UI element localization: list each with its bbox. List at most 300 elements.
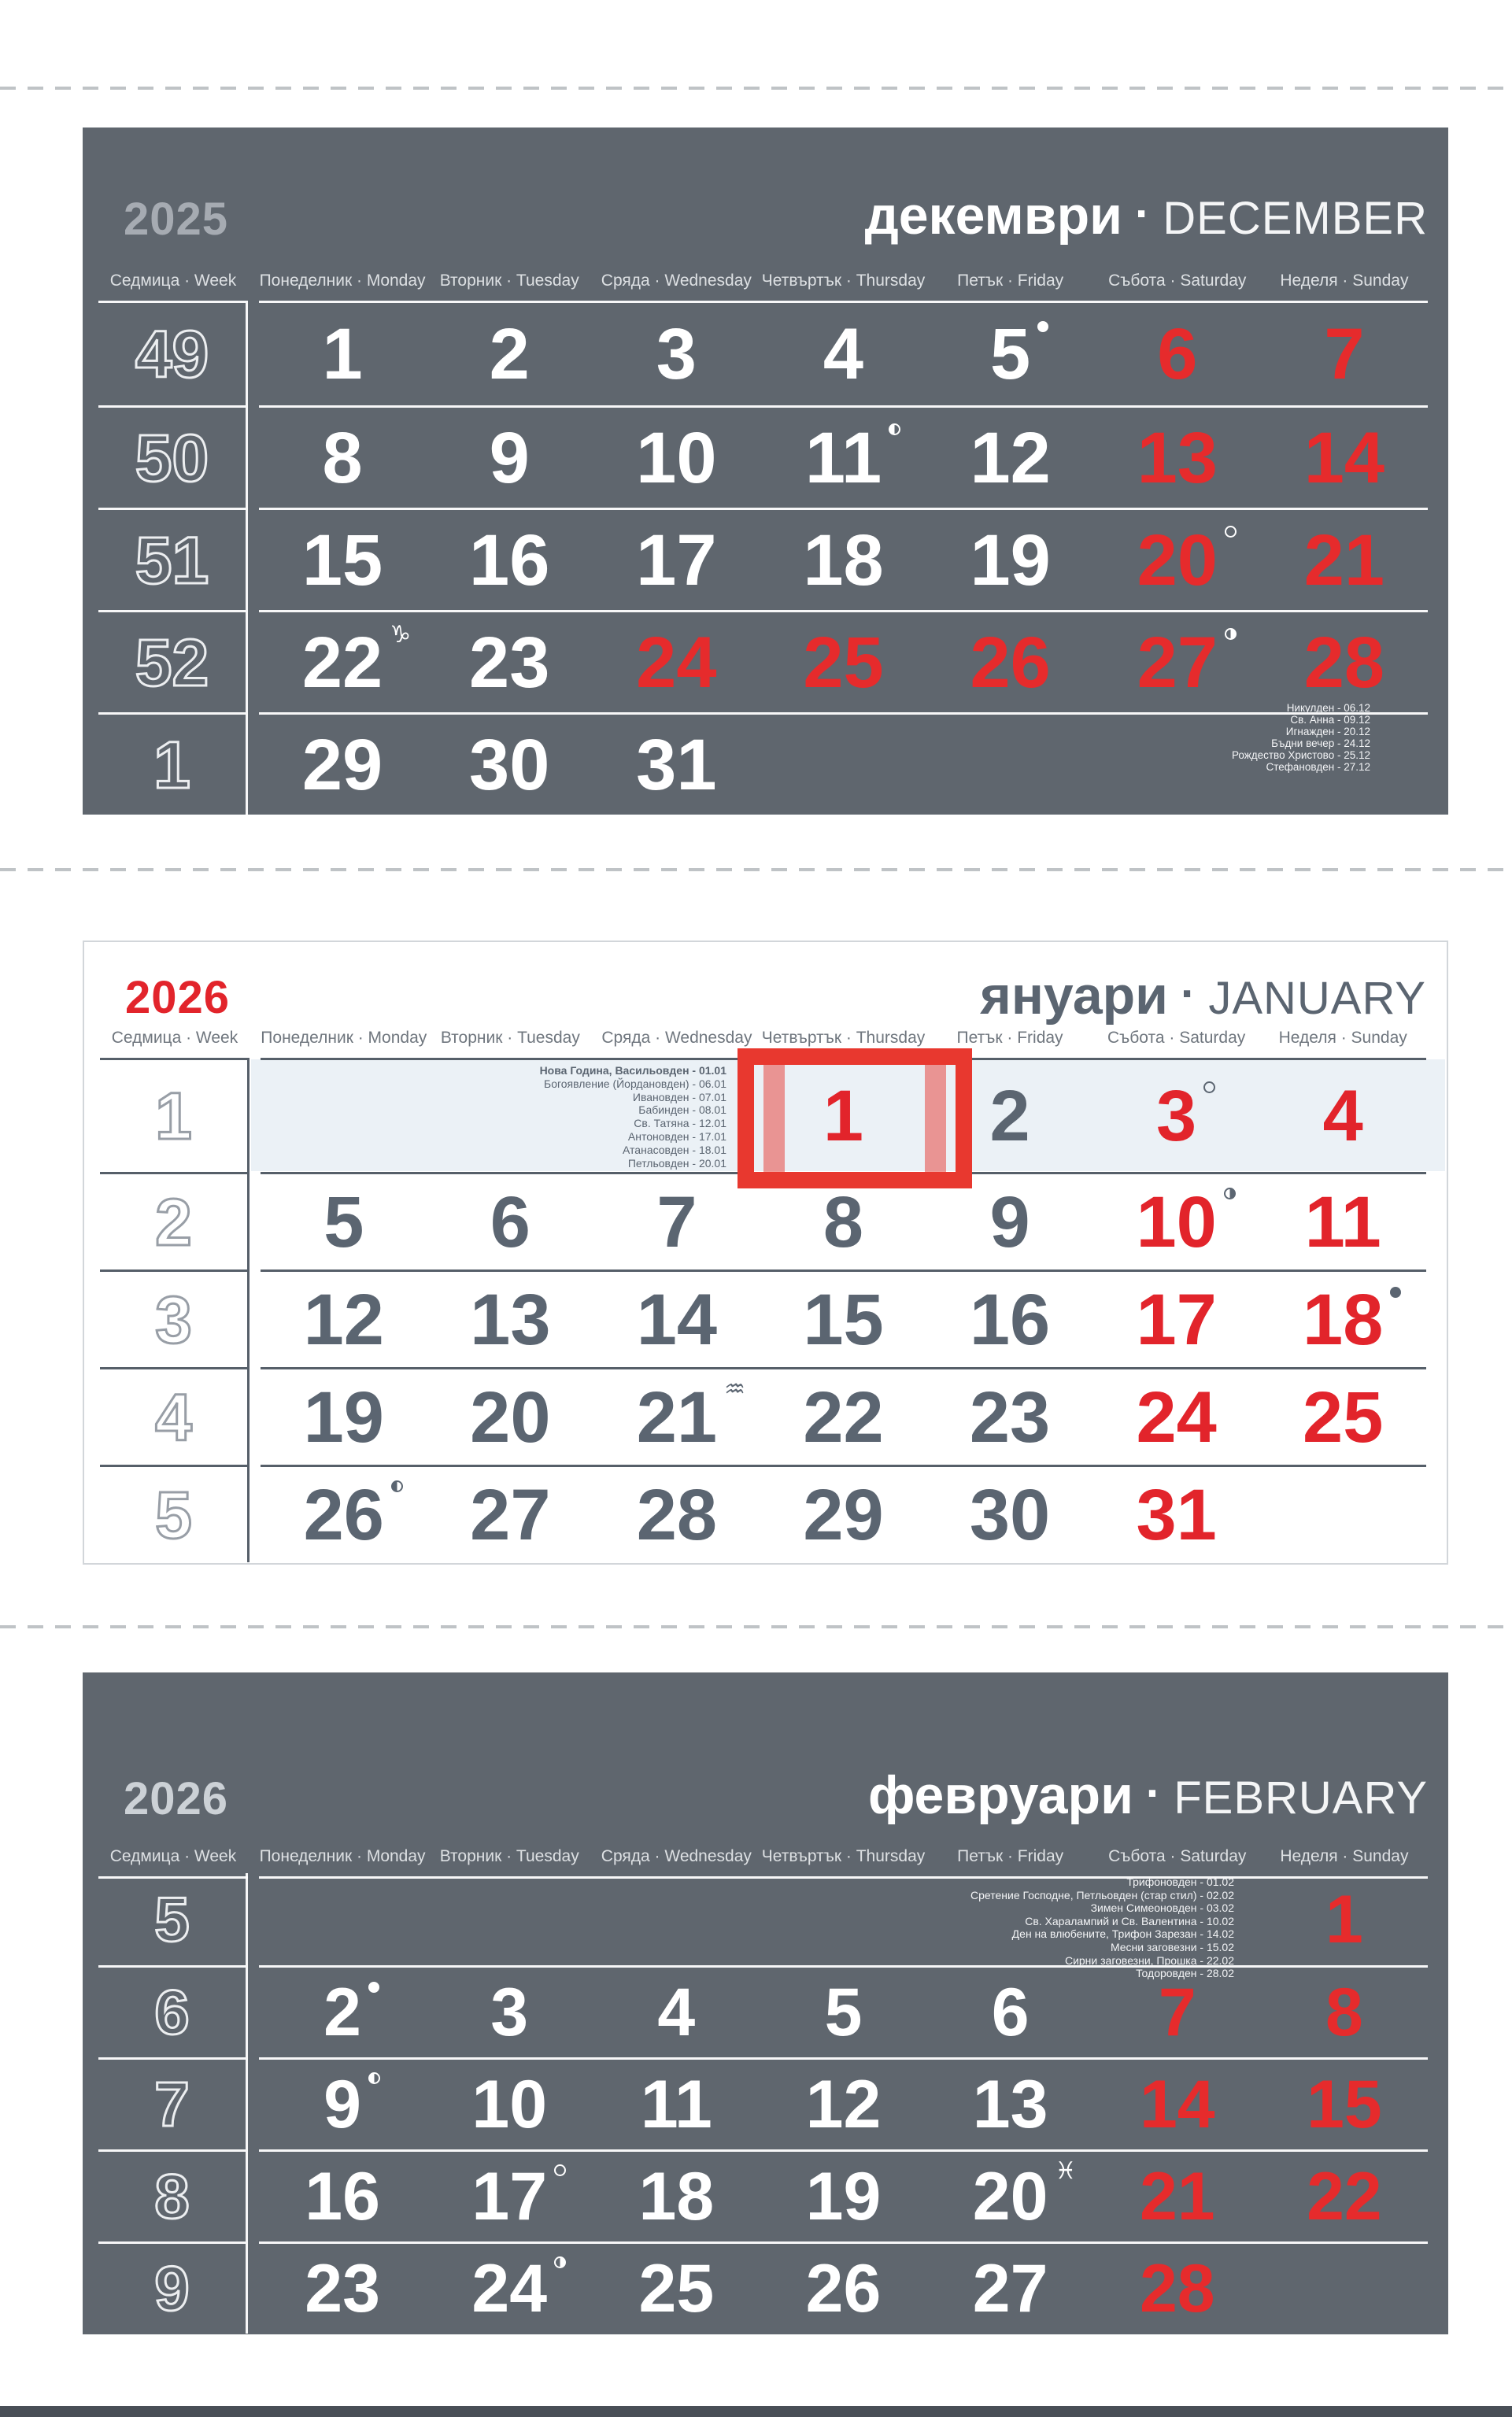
day-number: 12 <box>303 1279 384 1360</box>
cut-line-top <box>0 87 1512 90</box>
calendar-panel-january <box>83 941 1448 1565</box>
day-cells <box>259 508 1428 610</box>
day-cell <box>1261 510 1428 610</box>
day-number: 4 <box>823 314 864 394</box>
day-cell-empty <box>593 1873 760 1965</box>
day-number: 17 <box>471 2163 547 2230</box>
month-name-bulgarian: февруари <box>867 1765 1133 1825</box>
month-name-english: JANUARY <box>1208 973 1426 1024</box>
day-cell <box>926 1467 1093 1562</box>
day-header: Понеделник · Monday <box>261 1029 427 1047</box>
day-number: 30 <box>469 724 550 805</box>
day-number: 2 <box>489 314 530 394</box>
day-cell <box>927 408 1094 508</box>
day-cell <box>593 2152 760 2241</box>
zodiac-capricorn-icon: ♑ <box>390 620 412 649</box>
week-row <box>98 2057 1428 2149</box>
day-number: 9 <box>989 1181 1030 1262</box>
week-number: 5 <box>154 1883 190 1954</box>
day-number: 26 <box>970 622 1051 703</box>
day-header: Неделя · Sunday <box>1278 1029 1407 1047</box>
day-cell <box>760 1968 926 2057</box>
day-cell <box>926 1174 1093 1269</box>
holiday-list <box>970 1876 1234 1980</box>
day-number: 19 <box>805 2159 882 2234</box>
slider-stripe-left <box>763 1065 785 1172</box>
day-header: Понеделник · Monday <box>259 272 426 290</box>
day-number: 13 <box>470 1279 551 1360</box>
day-cell <box>927 510 1094 610</box>
weeks-grid <box>98 303 1428 815</box>
header-gap <box>248 272 259 303</box>
day-cell <box>593 408 760 508</box>
day-number: 27 <box>972 2251 1048 2326</box>
day-number: 27 <box>470 1474 551 1555</box>
day-cell <box>760 612 926 712</box>
holiday-entry: Тодоровден - 28.02 <box>1136 1967 1234 1980</box>
day-cell <box>1094 2060 1261 2149</box>
day-number: 14 <box>636 1279 718 1360</box>
week-row <box>98 405 1428 508</box>
day-number: 5 <box>990 318 1030 390</box>
holiday-entry: Богоявление (Йордановден) - 06.01 <box>544 1077 726 1090</box>
day-number: 10 <box>636 417 717 498</box>
day-cell <box>259 2152 426 2241</box>
day-cell <box>261 1467 427 1562</box>
cut-line-middle-2 <box>0 1625 1512 1628</box>
day-number: 8 <box>823 1181 864 1262</box>
day-number: 18 <box>1303 1284 1383 1356</box>
moon-phase-half-left-icon <box>368 2072 380 2084</box>
day-number: 1 <box>1325 1881 1363 1957</box>
day-cell <box>593 510 760 610</box>
day-header: Сряда · Wednesday <box>601 1029 752 1047</box>
day-cells <box>259 1965 1428 2057</box>
day-cells <box>261 1367 1426 1465</box>
week-row <box>100 1465 1426 1562</box>
day-number: 16 <box>305 2159 380 2234</box>
day-cell <box>1093 1369 1260 1465</box>
week-number-cell <box>98 2241 248 2334</box>
day-cell <box>760 510 926 610</box>
day-cell <box>1094 510 1261 610</box>
week-number-cell <box>100 1367 250 1465</box>
day-cell-empty <box>261 1060 427 1172</box>
day-number: 11 <box>640 2067 712 2142</box>
moon-phase-half-right-icon <box>554 2256 566 2268</box>
panel-month-title <box>980 966 1426 1026</box>
day-header: Събота · Saturday <box>1108 272 1247 290</box>
day-number: 3 <box>490 1975 529 2050</box>
day-cell <box>593 303 760 405</box>
day-number: 11 <box>805 422 882 494</box>
day-cell <box>426 510 593 610</box>
day-number: 24 <box>471 2255 547 2323</box>
day-header: Четвъртък · Thursday <box>761 272 926 290</box>
day-number: 6 <box>490 1181 530 1262</box>
week-column-header: Седмица · Week <box>98 272 248 303</box>
day-cell <box>1093 1174 1260 1269</box>
day-cell <box>926 1369 1093 1465</box>
week-number: 3 <box>155 1282 192 1357</box>
day-header: Петък · Friday <box>956 1029 1063 1047</box>
day-number: 20 ♓ <box>972 2157 1077 2234</box>
week-number: 2 <box>155 1184 192 1259</box>
day-number: 22 ♑ <box>301 620 412 703</box>
day-cell <box>1259 1369 1426 1465</box>
day-header: Сряда · Wednesday <box>601 1847 752 1865</box>
day-cells <box>259 2241 1428 2334</box>
week-number-cell <box>98 610 248 712</box>
day-number: 23 <box>305 2251 380 2326</box>
day-number: 21 <box>1139 2159 1215 2234</box>
day-number: 23 <box>469 622 550 703</box>
week-number-cell <box>98 1965 248 2057</box>
day-number: 17 <box>636 519 717 601</box>
day-cells <box>259 303 1428 405</box>
day-number: 7 <box>656 1181 697 1262</box>
day-cell <box>760 2244 926 2334</box>
week-number: 1 <box>155 1079 192 1153</box>
holiday-entry: Стефановден - 27.12 <box>1266 761 1370 773</box>
week-number-cell <box>100 1172 250 1269</box>
day-number: 5 <box>323 1181 364 1262</box>
holiday-entry: Св. Харалампий и Св. Валентина - 10.02 <box>1025 1914 1234 1927</box>
week-number: 6 <box>154 1977 190 2047</box>
day-cell <box>593 715 760 815</box>
day-header: Четвъртък · Thursday <box>761 1029 926 1047</box>
week-number: 49 <box>135 317 209 391</box>
week-number: 9 <box>154 2253 190 2323</box>
day-cell <box>1261 1968 1428 2057</box>
moon-phase-dot-icon <box>1390 1287 1401 1298</box>
moon-phase-dot-icon <box>368 1982 379 1993</box>
day-number: 29 <box>803 1474 884 1555</box>
day-cell <box>1094 303 1261 405</box>
day-number: 28 <box>1139 2251 1215 2326</box>
day-cell <box>427 1369 594 1465</box>
day-cell <box>426 2060 593 2149</box>
week-number: 51 <box>135 523 209 597</box>
day-number: 21 <box>1303 519 1385 601</box>
day-number: 19 <box>970 519 1051 601</box>
calendar-panel-february <box>83 1672 1448 2334</box>
day-cell <box>760 303 926 405</box>
day-number: 30 <box>969 1474 1051 1555</box>
day-cell <box>593 1369 760 1465</box>
day-number: 28 <box>1303 622 1385 703</box>
day-cell <box>593 2060 760 2149</box>
panel-month-title <box>864 186 1428 246</box>
day-header: Понеделник · Monday <box>259 1847 426 1865</box>
day-cell <box>593 1467 760 1562</box>
day-cell-empty <box>760 1873 926 1965</box>
day-cell-empty <box>426 1873 593 1965</box>
day-number: 24 <box>1136 1377 1217 1458</box>
day-number: 25 <box>1303 1377 1384 1458</box>
day-cell <box>593 1174 760 1269</box>
week-number: 7 <box>154 2069 190 2139</box>
day-cell <box>1261 408 1428 508</box>
holiday-list <box>1232 702 1370 773</box>
holiday-entry: Рождество Христово - 25.12 <box>1231 749 1370 761</box>
day-cells <box>259 610 1428 712</box>
day-number: 22 <box>803 1377 884 1458</box>
week-row <box>98 2149 1428 2241</box>
holiday-entry: Игнажден - 20.12 <box>1285 726 1370 737</box>
day-cell <box>426 408 593 508</box>
week-row <box>98 303 1428 405</box>
day-cells <box>259 2057 1428 2149</box>
month-name-bulgarian: януари <box>980 966 1168 1026</box>
holiday-entry: Нова Година, Васильовден - 01.01 <box>539 1064 726 1077</box>
day-cell <box>261 1369 427 1465</box>
day-number: 6 <box>991 1975 1030 2050</box>
day-cell-empty <box>1259 1467 1426 1562</box>
day-number: 18 <box>638 2159 715 2234</box>
day-cells <box>259 2149 1428 2241</box>
day-number: 1 <box>322 314 363 394</box>
day-cells <box>259 405 1428 508</box>
day-number: 15 <box>803 1279 884 1360</box>
slider-stripe-right <box>925 1065 946 1172</box>
week-number: 52 <box>135 625 209 700</box>
day-header: Неделя · Sunday <box>1280 272 1409 290</box>
day-header: Сряда · Wednesday <box>601 272 752 290</box>
holiday-list <box>540 1064 726 1170</box>
week-number-cell <box>98 2149 248 2241</box>
day-header: Петък · Friday <box>957 1847 1064 1865</box>
day-cell <box>426 1968 593 2057</box>
day-number: 3 <box>656 314 697 394</box>
month-name-bulgarian: декември <box>864 186 1122 246</box>
weekday-headers <box>259 272 1428 303</box>
moon-phase-half-right-icon <box>1224 1188 1236 1199</box>
moon-phase-circle-icon <box>1225 526 1237 538</box>
day-number: 4 <box>1322 1076 1363 1156</box>
day-number: 9 <box>489 417 530 498</box>
day-number: 13 <box>1137 417 1218 498</box>
day-number: 5 <box>824 1975 863 2050</box>
holiday-entry: Трифоновден - 01.02 <box>1126 1876 1234 1888</box>
day-number: 3 <box>1156 1080 1196 1152</box>
week-row <box>98 610 1428 712</box>
day-number: 11 <box>1304 1181 1381 1262</box>
day-cell <box>1261 2152 1428 2241</box>
day-number: 6 <box>1157 314 1198 394</box>
day-header: Вторник · Tuesday <box>439 272 579 290</box>
header-gap <box>250 1029 261 1060</box>
day-number: 19 <box>303 1377 384 1458</box>
holiday-entry: Сирни заговезни, Прошка - 22.02 <box>1064 1953 1234 1967</box>
day-number: 22 <box>1307 2159 1382 2234</box>
holiday-entry: Месни заговезни - 15.02 <box>1110 1940 1234 1953</box>
holiday-entry: Петльовден - 20.01 <box>627 1156 726 1170</box>
holiday-entry: Св. Анна - 09.12 <box>1290 714 1370 726</box>
day-cell <box>760 408 926 508</box>
day-number: 2 <box>989 1076 1030 1156</box>
day-number: 28 <box>636 1474 718 1555</box>
day-number: 12 <box>805 2067 882 2142</box>
day-cells <box>259 1873 1428 1965</box>
day-cell <box>259 2060 426 2149</box>
day-cell <box>1259 1060 1426 1172</box>
day-cell <box>927 2152 1094 2241</box>
day-number: 15 <box>1307 2067 1382 2142</box>
day-number: 20 <box>1137 524 1218 597</box>
day-number: 26 <box>805 2251 882 2326</box>
day-cell <box>1094 1968 1261 2057</box>
day-cell <box>593 1272 760 1367</box>
title-separator-dot: · <box>1134 188 1151 239</box>
day-cell <box>760 1467 927 1562</box>
zodiac-aquarius-icon: ♒ <box>724 1375 745 1403</box>
moon-phase-half-left-icon <box>889 423 900 435</box>
day-number: 9 <box>323 2071 361 2138</box>
day-cell <box>1094 408 1261 508</box>
week-number: 4 <box>155 1380 192 1454</box>
day-number: 10 <box>1136 1186 1216 1258</box>
zodiac-pisces-icon: ♓ <box>1055 2157 1077 2185</box>
panel-year: 2026 <box>125 972 231 1023</box>
day-number: 2 <box>323 1979 361 2046</box>
day-cell <box>259 2244 426 2334</box>
week-row <box>100 1367 1426 1465</box>
week-number: 8 <box>154 2161 190 2231</box>
day-cell <box>760 1369 927 1465</box>
day-number: 8 <box>1325 1975 1363 2050</box>
panel-year: 2026 <box>124 1773 229 1824</box>
day-number: 18 <box>803 519 884 601</box>
day-number: 13 <box>972 2067 1048 2142</box>
week-number: 50 <box>135 420 209 495</box>
day-cell <box>593 1968 760 2057</box>
holiday-entry: Бъдни вечер - 24.12 <box>1271 737 1370 749</box>
day-number: 29 <box>301 724 383 805</box>
week-row <box>98 508 1428 610</box>
week-row <box>98 2241 1428 2334</box>
day-cell <box>1094 2152 1261 2241</box>
day-number: 25 <box>803 622 884 703</box>
holiday-entry: Антоновден - 17.01 <box>627 1129 726 1143</box>
day-cell <box>927 2244 1094 2334</box>
day-cell <box>1093 1467 1260 1562</box>
day-number: 25 <box>638 2251 715 2326</box>
day-cell <box>593 612 760 712</box>
day-header: Вторник · Tuesday <box>439 1847 579 1865</box>
day-number: 16 <box>969 1279 1051 1360</box>
week-number-cell <box>98 2057 248 2149</box>
day-number: 31 <box>1136 1474 1217 1555</box>
holiday-entry: Зимен Симеоновден - 03.02 <box>1090 1901 1234 1915</box>
title-separator-dot: · <box>1145 1768 1162 1819</box>
day-number: 1 <box>823 1076 864 1156</box>
day-number: 7 <box>1324 314 1365 394</box>
day-cell <box>1261 303 1428 405</box>
week-row <box>98 712 1428 815</box>
day-cell <box>1093 1060 1260 1172</box>
day-number: 12 <box>970 417 1051 498</box>
day-number: 7 <box>1158 1975 1196 2050</box>
week-row <box>100 1269 1426 1367</box>
day-cell <box>259 303 426 405</box>
day-number: 26 <box>304 1479 384 1551</box>
day-cell <box>261 1174 427 1269</box>
panel-year: 2025 <box>124 194 229 245</box>
weekday-header-row <box>98 272 1428 303</box>
day-number: 14 <box>1139 2067 1215 2142</box>
day-cell <box>1259 1174 1426 1269</box>
day-cell <box>259 612 426 712</box>
day-cell <box>1261 1873 1428 1965</box>
moon-phase-half-left-icon <box>391 1480 403 1492</box>
day-header: Събота · Saturday <box>1108 1847 1247 1865</box>
day-number: 20 <box>470 1377 551 1458</box>
day-header: Вторник · Tuesday <box>440 1029 580 1047</box>
day-header: Петък · Friday <box>957 272 1064 290</box>
day-cell-empty <box>1261 2244 1428 2334</box>
moon-phase-dot-icon <box>1037 321 1048 332</box>
day-cell <box>760 1174 927 1269</box>
day-header: Неделя · Sunday <box>1280 1847 1409 1865</box>
day-cell <box>259 408 426 508</box>
week-number-cell <box>98 1873 248 1965</box>
month-name-english: FEBRUARY <box>1174 1772 1428 1824</box>
day-cell <box>426 2152 593 2241</box>
holiday-entry: Ивановден - 07.01 <box>632 1090 726 1103</box>
week-number: 1 <box>153 727 190 802</box>
moon-phase-half-right-icon <box>1225 628 1237 640</box>
week-column-header: Седмица · Week <box>98 1847 248 1879</box>
day-number: 8 <box>322 417 363 498</box>
holiday-entry: Св. Татяна - 12.01 <box>634 1117 726 1130</box>
day-cell <box>261 1272 427 1367</box>
holiday-entry: Атанасовден - 18.01 <box>623 1143 726 1156</box>
day-cell <box>760 2152 926 2241</box>
holiday-entry: Сретение Господне, Петльовден (стар стил) - 02.02 <box>970 1888 1234 1901</box>
day-cell <box>259 715 426 815</box>
day-cell <box>926 1272 1093 1367</box>
day-number: 21 ♒ <box>636 1375 745 1458</box>
calendar-panel-december <box>83 128 1448 815</box>
day-cell <box>259 1968 426 2057</box>
moon-phase-circle-icon <box>554 2164 566 2176</box>
holiday-entry: Бабинден - 08.01 <box>638 1103 726 1117</box>
day-number: 4 <box>657 1975 696 2050</box>
day-number: 24 <box>636 622 717 703</box>
week-number-cell <box>98 712 248 815</box>
day-cell <box>1093 1272 1260 1367</box>
day-cell <box>927 2060 1094 2149</box>
day-header: Четвъртък · Thursday <box>761 1847 926 1865</box>
day-cell <box>927 612 1094 712</box>
day-cell <box>927 303 1094 405</box>
day-cell <box>1261 612 1428 712</box>
day-number: 15 <box>301 519 383 601</box>
cut-line-middle-1 <box>0 868 1512 871</box>
holiday-entry: Ден на влюбените, Трифон Зарезан - 14.02 <box>1011 1927 1234 1941</box>
week-number-cell <box>98 508 248 610</box>
day-cell <box>426 612 593 712</box>
current-date-slider[interactable] <box>738 1048 972 1188</box>
day-cell <box>1261 2060 1428 2149</box>
day-number: 23 <box>969 1377 1051 1458</box>
day-cell <box>1094 612 1261 712</box>
next-panel-edge <box>0 2406 1512 2417</box>
day-cell <box>760 2060 926 2149</box>
day-cells <box>261 1269 1426 1367</box>
day-number: 27 <box>1137 626 1218 699</box>
